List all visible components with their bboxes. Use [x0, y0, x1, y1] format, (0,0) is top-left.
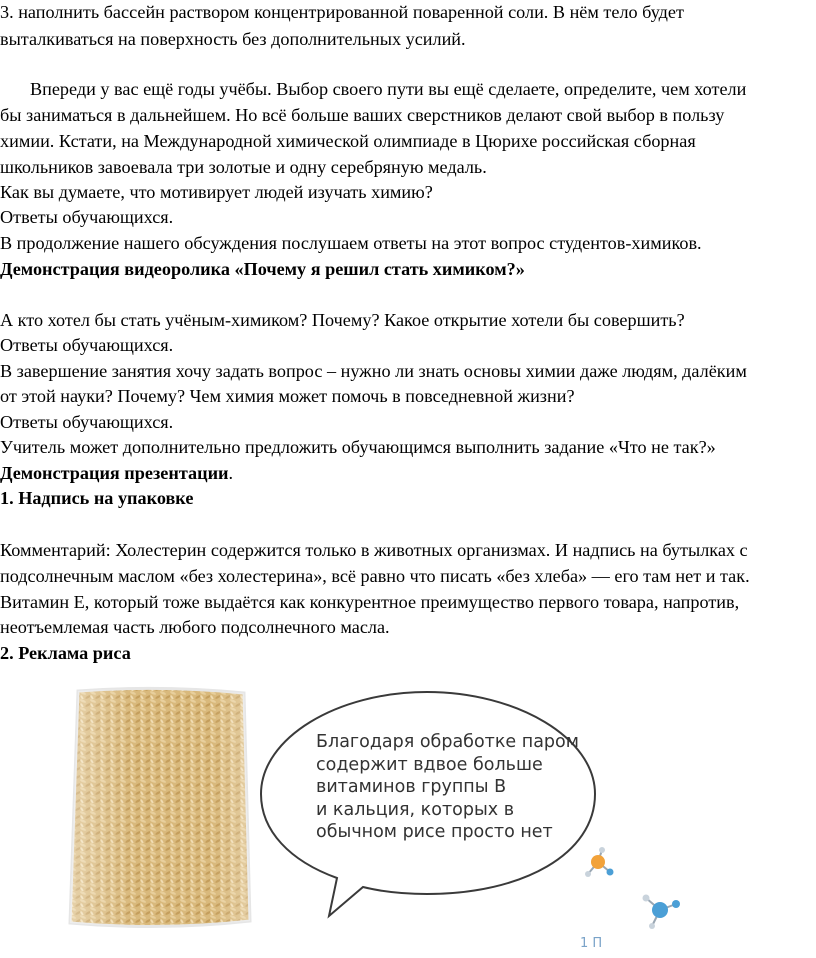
section-heading-rice-ad: 2. Реклама риса — [0, 643, 131, 663]
section-heading-packaging: 1. Надпись на упаковке — [0, 488, 194, 508]
presentation-heading — [0, 461, 800, 485]
text-line: выталкиваться на поверхность без дополнительных усилий. — [0, 29, 466, 49]
bubble-line: обычном рисе просто нет — [316, 822, 553, 842]
bubble-line: и кальция, которых в — [316, 799, 515, 820]
answers-line: Ответы обучающихся. — [0, 207, 174, 227]
answers-line: Ответы обучающихся. — [0, 335, 174, 355]
comment-line: неотъемлемая часть любого подсолнечного масла. — [0, 617, 390, 637]
question-line: А кто хотел бы стать учёным-химиком? Почему? Какое открытие хотели бы совершить? — [0, 310, 685, 330]
text-line: Учитель может дополнительно предложить обучающимся выполнить задание «Что не так?» — [0, 437, 716, 457]
presentation-heading-text: Демонстрация презентации — [0, 463, 229, 483]
comment-line: Витамин Е, который тоже выдаётся как конкурентное преимущество первого товара, напротив, — [0, 592, 740, 612]
text-line: В продолжение нашего обсуждения послушаем ответы на этот вопрос студентов-химиков. — [0, 233, 702, 253]
rice-bag-image — [60, 683, 260, 933]
text-line: школьников завоевала три золотые и одну серебряную медаль. — [0, 157, 487, 177]
text-line: В завершение занятия хочу задать вопрос – нужно ли знать основы химии даже людям, далёким — [0, 361, 747, 381]
text-line: Впереди у вас ещё годы учёбы. Выбор своего пути вы ещё сделаете, определите, чем хотели — [30, 79, 747, 99]
answers-line: Ответы обучающихся. — [0, 412, 174, 432]
slide-corner-mark: 1 П — [580, 936, 603, 951]
bubble-line: содержит вдвое больше — [316, 754, 543, 775]
video-heading: Демонстрация видеоролика «Почему я решил стать химиком?» — [0, 259, 525, 279]
text-line: 3. наполнить бассейн раствором концентрированной поваренной соли. В нём тело будет — [0, 2, 684, 22]
text-line: химии. Кстати, на Международной химической олимпиаде в Цюрихе российская сборная — [0, 131, 696, 151]
presentation-heading-period: . — [228, 463, 234, 483]
molecule-icon — [636, 888, 686, 932]
molecule-icon — [580, 846, 620, 882]
text-line: от этой науки? Почему? Чем химия может помочь в повседневной жизни? — [0, 386, 575, 406]
bubble-line: Благодаря обработке паром — [316, 732, 579, 752]
rice-ad-slide — [0, 668, 722, 958]
text-line: бы заниматься в дальнейшем. Но всё больше ваших сверстников делают свой выбор в пользу — [0, 105, 725, 125]
bubble-text — [316, 731, 616, 844]
comment-line: Комментарий: Холестерин содержится только в животных организмах. И надпись на бутылках с — [0, 540, 748, 560]
question-line: Как вы думаете, что мотивирует людей изучать химию? — [0, 182, 433, 202]
bubble-line: витаминов группы В — [316, 777, 507, 797]
comment-line: подсолнечным маслом «без холестерина», всё равно что писать «без хлеба» — его там нет и так. — [0, 566, 750, 586]
